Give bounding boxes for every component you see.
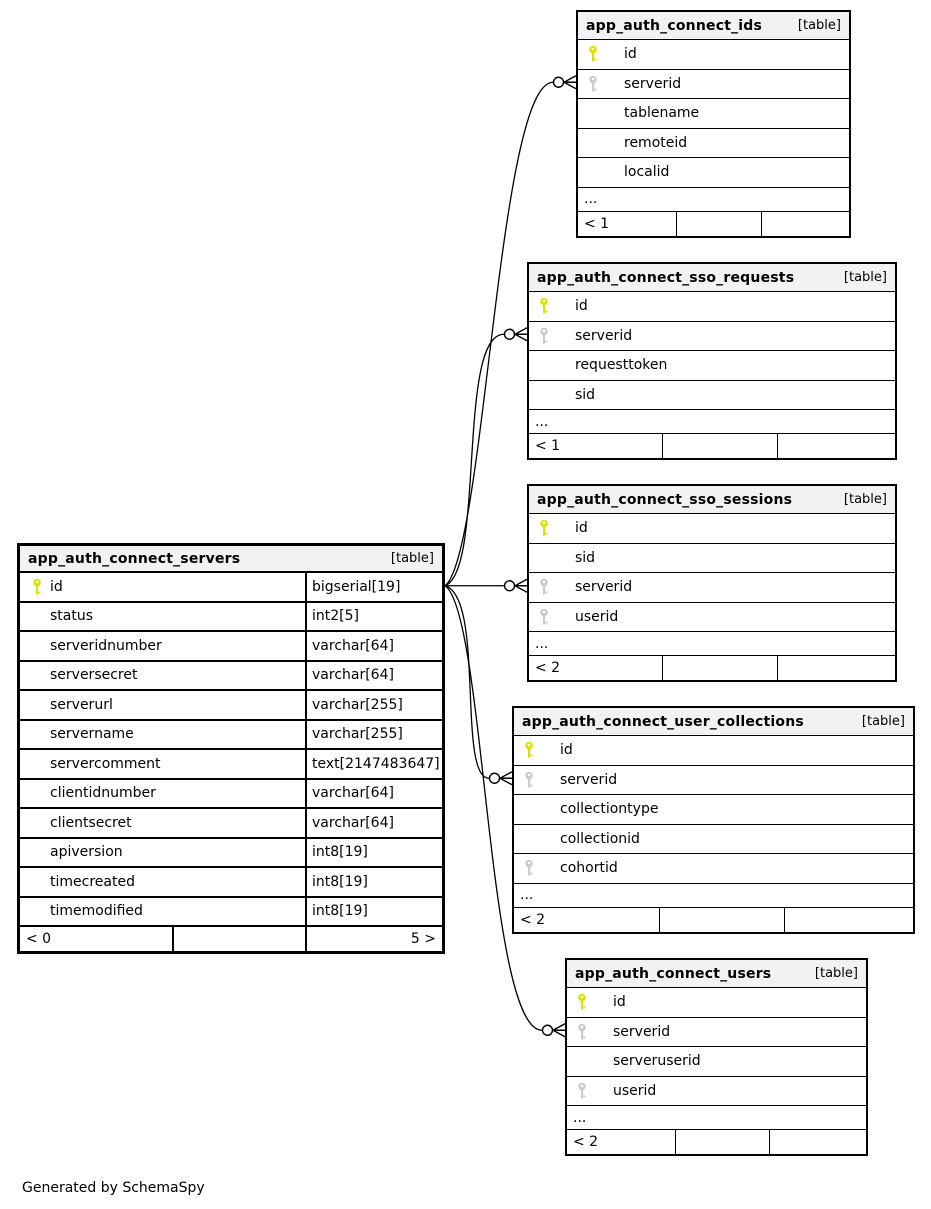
footer-degree-left: < 2: [514, 908, 660, 932]
column-name: userid: [613, 1082, 657, 1099]
column-row-serverurl: [20, 691, 442, 721]
column-name: collectiontype: [560, 801, 659, 818]
relationship-app_auth_connect_servers-to-app_auth_connect_user_collections: [445, 586, 512, 785]
relationship-line: [445, 586, 489, 779]
column-name: status: [50, 608, 94, 625]
column-row-clientsecret: [20, 809, 442, 839]
column-row-servercomment: [20, 750, 442, 780]
table-header: [578, 12, 849, 40]
zero-marker-icon: [505, 329, 515, 339]
table-title[interactable]: app_auth_connect_sso_sessions: [537, 491, 793, 508]
table-tag: [table]: [843, 270, 887, 285]
footer-degree-center: [663, 656, 778, 680]
crows-foot-many-icon: [500, 772, 512, 785]
column-name: timemodified: [50, 903, 143, 920]
column-name: id: [560, 742, 573, 759]
column-row-servername: [20, 721, 442, 751]
column-row-remoteid: [578, 129, 849, 159]
column-name: clientsecret: [50, 814, 132, 831]
column-row-sid: [529, 381, 895, 411]
primary-key-icon: [31, 578, 43, 596]
column-row-userid: [567, 1077, 866, 1107]
column-row-cohortid: [514, 854, 913, 884]
primary-key-icon: [538, 297, 550, 315]
footer-degree-left: < 2: [567, 1130, 676, 1154]
footer-degree-right: [785, 908, 913, 932]
column-name: timecreated: [50, 873, 135, 890]
ellipsis-row: ...: [578, 188, 849, 212]
footer-degree-right: [778, 434, 895, 458]
table-app_auth_connect_sso_requests: [527, 262, 897, 460]
table-app_auth_connect_servers: [17, 543, 445, 954]
column-type: int8[19]: [305, 898, 442, 926]
relationship-app_auth_connect_servers-to-app_auth_connect_sso_sessions: [445, 579, 527, 592]
column-name: sid: [575, 549, 596, 566]
footer-degree-center: [174, 927, 307, 951]
column-name: serverid: [560, 771, 618, 788]
table-footer: [20, 927, 442, 951]
footer-degree-center: [660, 908, 786, 932]
foreign-key-icon: [523, 771, 535, 789]
zero-marker-icon: [505, 581, 515, 591]
table-footer: [567, 1130, 866, 1154]
column-type: int2[5]: [305, 603, 442, 631]
relationship-app_auth_connect_servers-to-app_auth_connect_sso_requests: [445, 328, 527, 586]
column-name: serverid: [613, 1023, 671, 1040]
zero-marker-icon: [490, 773, 500, 783]
table-header: [529, 264, 895, 292]
table-title[interactable]: app_auth_connect_ids: [586, 17, 763, 34]
column-name: apiversion: [50, 844, 123, 861]
column-name: id: [624, 46, 637, 63]
column-name: remoteid: [624, 134, 688, 151]
column-type: varchar[255]: [305, 721, 442, 749]
crows-foot-many-icon: [553, 1024, 565, 1037]
foreign-key-icon: [587, 75, 599, 93]
relationship-line: [445, 334, 504, 586]
column-row-collectionid: [514, 825, 913, 855]
column-row-collectiontype: [514, 795, 913, 825]
column-name: id: [575, 298, 588, 315]
column-row-serversecret: [20, 662, 442, 692]
column-type: varchar[64]: [305, 662, 442, 690]
column-name: serveruserid: [613, 1053, 701, 1070]
primary-key-icon: [538, 519, 550, 537]
table-tag: [table]: [814, 966, 858, 981]
column-row-id: [578, 40, 849, 70]
column-name: serverid: [624, 75, 682, 92]
footer-degree-right: [770, 1130, 866, 1154]
column-name: servername: [50, 726, 134, 743]
footer-degree-left: < 0: [20, 927, 174, 951]
column-type: varchar[64]: [305, 632, 442, 660]
column-name: serverid: [575, 327, 633, 344]
foreign-key-icon: [538, 608, 550, 626]
table-title[interactable]: app_auth_connect_servers: [28, 550, 241, 567]
table-app_auth_connect_user_collections: [512, 706, 915, 934]
table-header: [567, 960, 866, 988]
column-row-serverid: [529, 573, 895, 603]
column-row-status: [20, 603, 442, 633]
generated-by-note: Generated by SchemaSpy: [22, 1180, 205, 1196]
column-name: clientidnumber: [50, 785, 156, 802]
table-header: [529, 486, 895, 514]
column-type: int8[19]: [305, 839, 442, 867]
column-row-id: [529, 292, 895, 322]
table-header: [514, 708, 913, 736]
column-name: sid: [575, 386, 596, 403]
column-row-serverid: [514, 766, 913, 796]
column-row-clientidnumber: [20, 780, 442, 810]
column-row-requesttoken: [529, 351, 895, 381]
column-name: serverid: [575, 579, 633, 596]
table-footer: [529, 434, 895, 458]
column-row-id: [514, 736, 913, 766]
column-name: localid: [624, 164, 670, 181]
column-name: requesttoken: [575, 357, 668, 374]
column-row-serverid: [567, 1018, 866, 1048]
column-type: bigserial[19]: [305, 573, 442, 601]
column-name: serversecret: [50, 667, 138, 684]
table-footer: [529, 656, 895, 680]
zero-marker-icon: [543, 1025, 553, 1035]
table-tag: [table]: [861, 714, 905, 729]
column-row-serveruserid: [567, 1047, 866, 1077]
column-type: text[2147483647]: [305, 750, 442, 778]
ellipsis-row: ...: [567, 1106, 866, 1130]
table-title[interactable]: app_auth_connect_users: [575, 965, 772, 982]
ellipsis-row: ...: [514, 884, 913, 908]
footer-degree-right: [762, 212, 849, 236]
crows-foot-many-icon: [515, 328, 527, 341]
column-row-timemodified: [20, 898, 442, 928]
footer-degree-center: [676, 1130, 770, 1154]
column-row-id: [567, 988, 866, 1018]
column-name: userid: [575, 608, 619, 625]
crows-foot-many-icon: [515, 579, 527, 592]
footer-degree-center: [663, 434, 778, 458]
table-header: [20, 546, 442, 573]
column-type: varchar[255]: [305, 691, 442, 719]
table-tag: [table]: [390, 551, 434, 566]
foreign-key-icon: [576, 1082, 588, 1100]
column-row-id: [20, 573, 442, 603]
foreign-key-icon: [538, 578, 550, 596]
table-tag: [table]: [843, 492, 887, 507]
column-type: int8[19]: [305, 868, 442, 896]
table-app_auth_connect_sso_sessions: [527, 484, 897, 682]
table-app_auth_connect_ids: [576, 10, 851, 238]
primary-key-icon: [587, 45, 599, 63]
table-footer: [514, 908, 913, 932]
column-type: varchar[64]: [305, 780, 442, 808]
ellipsis-row: ...: [529, 410, 895, 434]
column-name: serverurl: [50, 696, 113, 713]
column-row-timecreated: [20, 868, 442, 898]
column-name: id: [613, 994, 626, 1011]
column-name: tablename: [624, 105, 700, 122]
ellipsis-row: ...: [529, 632, 895, 656]
column-name: servercomment: [50, 755, 161, 772]
column-name: cohortid: [560, 860, 618, 877]
table-app_auth_connect_users: [565, 958, 868, 1156]
primary-key-icon: [523, 741, 535, 759]
column-row-serverid: [529, 322, 895, 352]
primary-key-icon: [576, 993, 588, 1011]
column-row-id: [529, 514, 895, 544]
column-row-tablename: [578, 99, 849, 129]
footer-degree-left: < 1: [578, 212, 677, 236]
foreign-key-icon: [538, 327, 550, 345]
foreign-key-icon: [523, 859, 535, 877]
table-title[interactable]: app_auth_connect_user_collections: [522, 713, 804, 730]
table-tag: [table]: [797, 18, 841, 33]
column-row-userid: [529, 603, 895, 633]
foreign-key-icon: [576, 1023, 588, 1041]
column-row-localid: [578, 158, 849, 188]
column-name: id: [50, 578, 63, 595]
footer-degree-left: < 2: [529, 656, 663, 680]
footer-degree-right: 5 >: [410, 931, 436, 947]
crows-foot-many-icon: [564, 76, 576, 89]
column-row-serverid: [578, 70, 849, 100]
column-name: serveridnumber: [50, 637, 162, 654]
column-name: id: [575, 520, 588, 537]
column-row-serveridnumber: [20, 632, 442, 662]
column-row-sid: [529, 544, 895, 574]
table-title[interactable]: app_auth_connect_sso_requests: [537, 269, 795, 286]
footer-degree-left: < 1: [529, 434, 663, 458]
column-type: varchar[64]: [305, 809, 442, 837]
column-name: collectionid: [560, 830, 640, 847]
table-footer: [578, 212, 849, 236]
footer-degree-center: [677, 212, 762, 236]
footer-degree-right: [778, 656, 895, 680]
column-row-apiversion: [20, 839, 442, 869]
zero-marker-icon: [554, 77, 564, 87]
